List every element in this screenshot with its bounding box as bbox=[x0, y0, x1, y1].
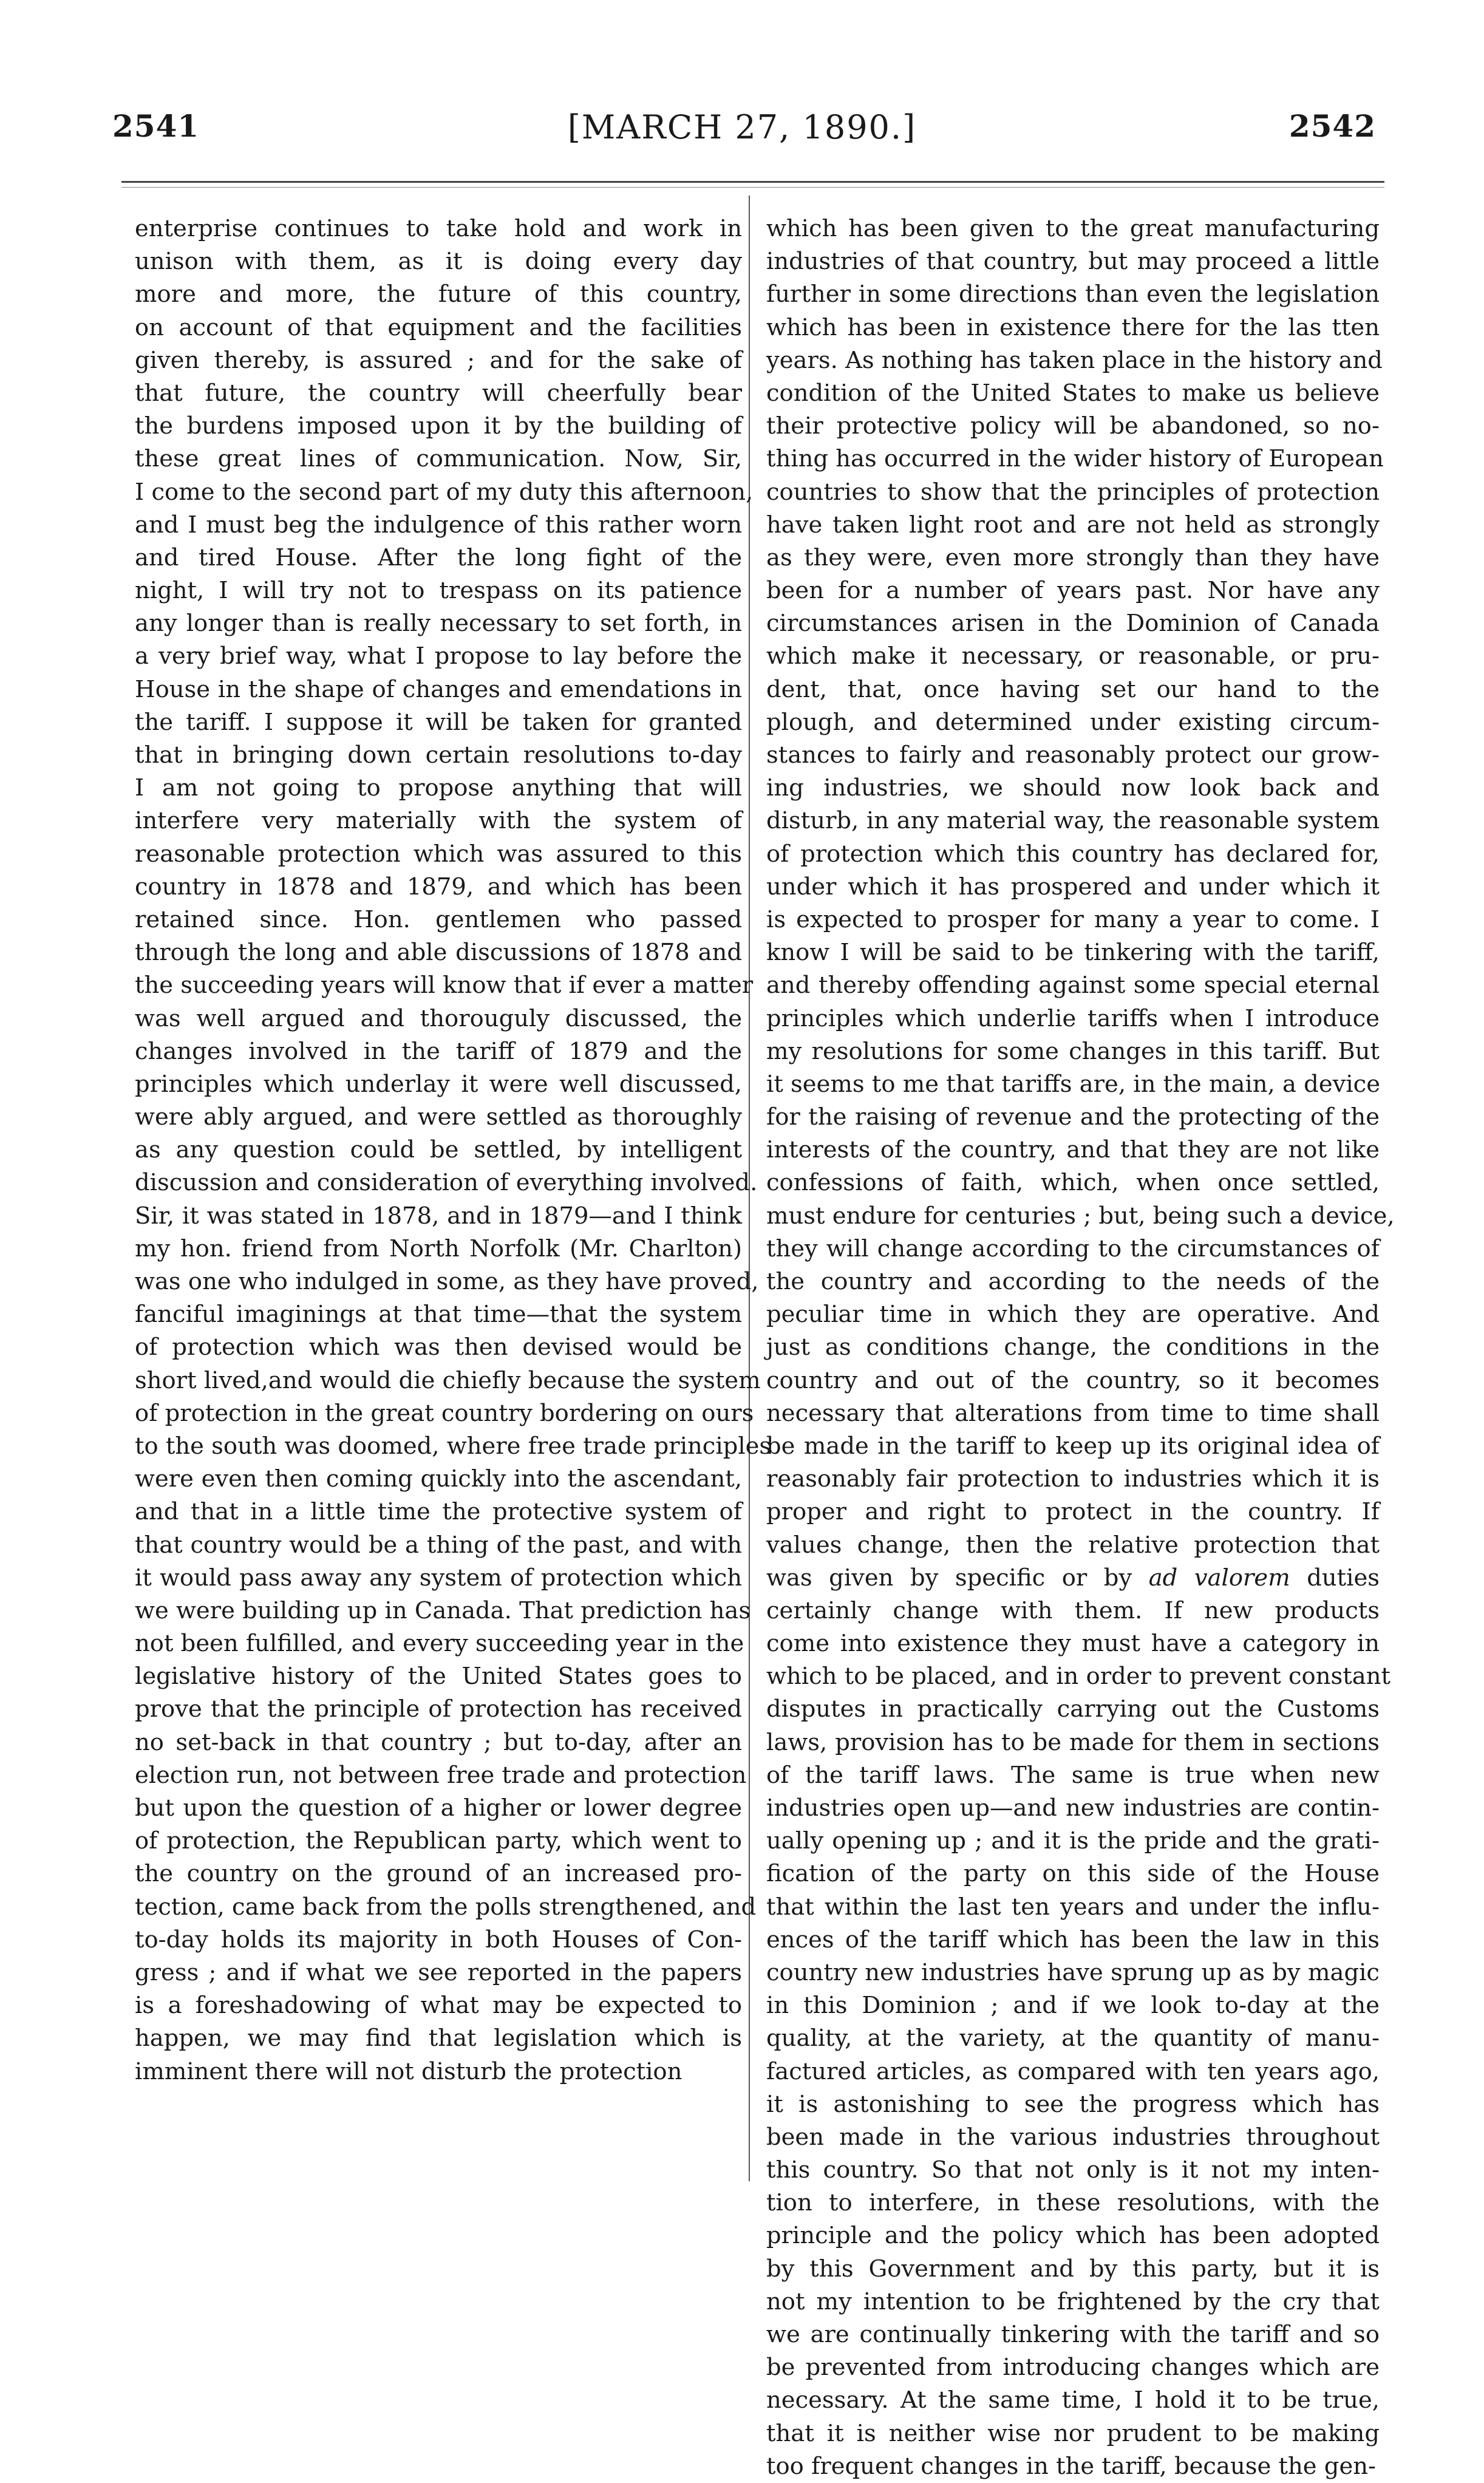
text-line: is a foreshadowing of what may be expected to bbox=[135, 1992, 742, 2020]
text-line: gress ; and if what we see reported in the papers bbox=[135, 1958, 742, 1986]
text-line: be prevented from introducing changes which are bbox=[766, 2354, 1380, 2382]
text-line: ing industries, we should now look back and bbox=[766, 774, 1380, 802]
text-line: have taken light root and are not held as strongly bbox=[766, 511, 1380, 539]
text-line: my hon. friend from North Norfolk (Mr. Charlton) bbox=[135, 1235, 742, 1262]
text-line: unison with them, as it is doing every day bbox=[135, 248, 742, 276]
text-line: we are continually tinkering with the tariff and so bbox=[766, 2321, 1380, 2348]
text-line: further in some directions than even the legislation bbox=[766, 281, 1380, 308]
text-line: more and more, the future of this country, bbox=[135, 281, 742, 308]
text-line: imminent there will not disturb the protection bbox=[135, 2057, 682, 2085]
text-line: on account of that equipment and the facilities bbox=[135, 313, 742, 341]
text-line: the succeeding years will know that if ever a matter bbox=[135, 972, 754, 1000]
text-line: were ably argued, and were settled as thoroughly bbox=[135, 1103, 742, 1131]
text-line: interfere very materially with the system of bbox=[135, 807, 742, 835]
text-line: night, I will try not to trespass on its patience bbox=[135, 577, 742, 605]
text-line: necessary that alterations from time to time shall bbox=[766, 1399, 1380, 1427]
text-line: that within the last ten years and under the influ- bbox=[766, 1893, 1380, 1921]
text-line: must endure for centuries ; but, being such a device, bbox=[766, 1202, 1395, 1230]
text-line: be made in the tariff to keep up its original idea of bbox=[766, 1432, 1380, 1460]
text-line: of protection which this country has declared for, bbox=[766, 840, 1380, 868]
text-line: but upon the question of a higher or lower degree bbox=[135, 1794, 742, 1822]
text-line: factured articles, as compared with ten years ago, bbox=[766, 2057, 1380, 2085]
text-line: the tariff. I suppose it will be taken for granted bbox=[135, 708, 742, 736]
text-line: know I will be said to be tinkering with the tariff, bbox=[766, 939, 1380, 967]
text-line: and tired House. After the long fight of the bbox=[135, 543, 742, 571]
text-line: condition of the United States to make us believe bbox=[766, 379, 1380, 407]
text-line: disputes in practically carrying out the Customs bbox=[766, 1695, 1380, 1723]
text-line: disturb, in any material way, the reasonable system bbox=[766, 807, 1380, 835]
page-number-left: 2541 bbox=[112, 108, 200, 144]
text-line: industries open up—and new industries are contin- bbox=[766, 1794, 1380, 1822]
text-line: of protection, the Republican party, which went to bbox=[135, 1827, 742, 1855]
text-line: ually opening up ; and it is the pride and the grati- bbox=[766, 1827, 1380, 1855]
text-line: it would pass away any system of protection which bbox=[135, 1564, 742, 1592]
text-line: just as conditions change, the conditions in the bbox=[766, 1333, 1380, 1361]
header-rule-thin bbox=[121, 187, 1384, 188]
text-line: as any question could be settled, by intelligent bbox=[135, 1136, 742, 1164]
text-line: industries of that country, but may proceed a little bbox=[766, 248, 1380, 276]
text-line: necessary. At the same time, I hold it to be true, bbox=[766, 2386, 1380, 2414]
text-line: of protection in the great country bordering on ours bbox=[135, 1399, 754, 1427]
text-line: principles which underlay it were well discussed, bbox=[135, 1070, 742, 1098]
text-line: under which it has prospered and under which it bbox=[766, 873, 1380, 901]
text-line: to-day holds its majority in both Houses of Con- bbox=[135, 1926, 742, 1953]
text-line: reasonable protection which was assured to this bbox=[135, 840, 742, 868]
text-line: we were building up in Canada. That prediction has bbox=[135, 1596, 751, 1624]
text-line: that country would be a thing of the past, and with bbox=[135, 1531, 742, 1559]
text-line: for the raising of revenue and the protecting of the bbox=[766, 1103, 1380, 1131]
text-line: the burdens imposed upon it by the building of bbox=[135, 412, 742, 440]
text-line: discussion and consideration of everything involved. bbox=[135, 1169, 758, 1197]
text-line: as they were, even more strongly than they have bbox=[766, 543, 1380, 571]
text-line: principles which underlie tariffs when I introduce bbox=[766, 1004, 1380, 1032]
text-line: legislative history of the United States goes to bbox=[135, 1663, 742, 1691]
text-line: stances to fairly and reasonably protect our grow- bbox=[766, 741, 1380, 769]
text-line: too frequent changes in the tariff, because the gen- bbox=[766, 2452, 1377, 2480]
text-line: their protective policy will be abandoned, so no- bbox=[766, 412, 1380, 440]
text-line: were even then coming quickly into the ascendant, bbox=[135, 1465, 742, 1493]
text-line: that it is neither wise nor prudent to be making bbox=[766, 2419, 1380, 2447]
text-line: enterprise continues to take hold and work in bbox=[135, 215, 742, 242]
text-line: was one who indulged in some, as they have proved, bbox=[135, 1268, 759, 1295]
text-line: interests of the country, and that they are not like bbox=[766, 1136, 1380, 1164]
text-line: is expected to prosper for many a year to come. I bbox=[766, 905, 1380, 933]
text-line: retained since. Hon. gentlemen who passed bbox=[135, 905, 742, 933]
text-line: the country and according to the needs of the bbox=[766, 1268, 1380, 1295]
text-line: country in 1878 and 1879, and which has been bbox=[135, 873, 742, 901]
text-line: a very brief way, what I propose to lay before the bbox=[135, 642, 742, 670]
text-line: laws, provision has to be made for them in sections bbox=[766, 1728, 1380, 1756]
text-line: any longer than is really necessary to set forth, in bbox=[135, 610, 742, 638]
text-line: tection, came back from the polls strengthened, and bbox=[135, 1893, 757, 1921]
text-line: countries to show that the principles of protection bbox=[766, 478, 1380, 506]
text-line: given thereby, is assured ; and for the sake of bbox=[135, 346, 742, 374]
text-line: reasonably fair protection to industries which it is bbox=[766, 1465, 1380, 1493]
text-line: to the south was doomed, where free trade principles bbox=[135, 1432, 772, 1460]
text-line: thing has occurred in the wider history of European bbox=[766, 445, 1384, 473]
text-line: of the tariff laws. The same is true when new bbox=[766, 1761, 1380, 1789]
text-line: plough, and determined under existing circum- bbox=[766, 708, 1380, 736]
text-line: and I must beg the indulgence of this rather worn bbox=[135, 511, 742, 539]
text-line: peculiar time in which they are operative. And bbox=[766, 1301, 1380, 1329]
italic-term: ad valorem bbox=[1148, 1564, 1290, 1592]
text-line: I come to the second part of my duty this afternoon, bbox=[135, 478, 754, 506]
left-column bbox=[135, 213, 772, 2088]
text-line: not my intention to be frightened by the cry that bbox=[766, 2287, 1380, 2315]
text-line: circumstances arisen in the Dominion of Canada bbox=[766, 610, 1380, 638]
page-date: [MARCH 27, 1890.] bbox=[567, 108, 917, 146]
text-line: principle and the policy which has been adopted bbox=[766, 2222, 1380, 2250]
text-line: certainly change with them. If new products bbox=[766, 1596, 1380, 1624]
text-line: which has been in existence there for the las tten bbox=[766, 313, 1380, 341]
page-number-right: 2542 bbox=[1288, 108, 1376, 144]
text-line: been made in the various industries throughout bbox=[766, 2123, 1380, 2151]
text-line: come into existence they must have a category in bbox=[766, 1630, 1380, 1658]
text-line: fanciful imaginings at that time—that the system bbox=[135, 1301, 742, 1329]
text-line: was given by specific or by ad valorem duties bbox=[766, 1564, 1380, 1592]
text-line: values change, then the relative protection that bbox=[766, 1531, 1380, 1559]
text-line: and that in a little time the protective system of bbox=[135, 1498, 742, 1526]
text-line: this country. So that not only is it not my inten- bbox=[766, 2156, 1380, 2184]
text-line: tion to interfere, in these resolutions, with the bbox=[766, 2189, 1380, 2217]
text-line: in this Dominion ; and if we look to-day at the bbox=[766, 1992, 1380, 2020]
text-line: through the long and able discussions of 1878 and bbox=[135, 939, 742, 967]
text-line: I am not going to propose anything that will bbox=[135, 774, 742, 802]
text-line: years. As nothing has taken place in the history and bbox=[766, 346, 1383, 374]
header-rule bbox=[121, 181, 1384, 183]
text-line: ences of the tariff which has been the law in this bbox=[766, 1926, 1380, 1953]
text-line: it is astonishing to see the progress which has bbox=[766, 2090, 1380, 2118]
text-line: Sir, it was stated in 1878, and in 1879—and I think bbox=[135, 1202, 742, 1230]
text-line: the country on the ground of an increased pro- bbox=[135, 1860, 742, 1888]
text-line: which make it necessary, or reasonable, or pru- bbox=[766, 642, 1380, 670]
text-line: which has been given to the great manufacturing bbox=[766, 215, 1380, 242]
text-line: changes involved in the tariff of 1879 and the bbox=[135, 1037, 742, 1065]
text-line: country new industries have sprung up as by magic bbox=[766, 1958, 1380, 1986]
text-line: fication of the party on this side of the House bbox=[766, 1860, 1380, 1888]
text-line: these great lines of communication. Now, Sir, bbox=[135, 445, 742, 473]
text-line: confessions of faith, which, when once settled, bbox=[766, 1169, 1380, 1197]
text-line: not been fulfilled, and every succeeding year in the bbox=[135, 1630, 744, 1658]
right-column bbox=[766, 213, 1395, 2483]
text-line: and thereby offending against some special eternal bbox=[766, 972, 1380, 1000]
text-line: dent, that, once having set our hand to the bbox=[766, 675, 1380, 703]
text-line: my resolutions for some changes in this tariff. But bbox=[766, 1037, 1380, 1065]
text-line: short lived,and would die chiefly because the system bbox=[135, 1366, 761, 1394]
text-line: was well argued and thorouguly discussed, the bbox=[135, 1004, 742, 1032]
text-line: prove that the principle of protection has received bbox=[135, 1695, 742, 1723]
text-line: no set-back in that country ; but to-day, after an bbox=[135, 1728, 742, 1756]
text-line: election run, not between free trade and protection bbox=[135, 1761, 747, 1789]
text-line: by this Government and by this party, but it is bbox=[766, 2255, 1380, 2283]
text-line: of protection which was then devised would be bbox=[135, 1333, 742, 1361]
text-line: House in the shape of changes and emendations in bbox=[135, 675, 742, 703]
page-header bbox=[0, 108, 1484, 163]
text-line: proper and right to protect in the country. If bbox=[766, 1498, 1380, 1526]
text-line: quality, at the variety, at the quantity of manu- bbox=[766, 2025, 1380, 2052]
text-line: that future, the country will cheerfully bear bbox=[135, 379, 742, 407]
text-line: country and out of the country, so it becomes bbox=[766, 1366, 1380, 1394]
text-line: been for a number of years past. Nor have any bbox=[766, 577, 1380, 605]
text-line: happen, we may find that legislation which is bbox=[135, 2025, 742, 2052]
text-line: which to be placed, and in order to prevent constant bbox=[766, 1663, 1390, 1691]
text-line: it seems to me that tariffs are, in the main, a device bbox=[766, 1070, 1381, 1098]
text-line: they will change according to the circumstances of bbox=[766, 1235, 1380, 1262]
text-line: that in bringing down certain resolutions to-day bbox=[135, 741, 742, 769]
